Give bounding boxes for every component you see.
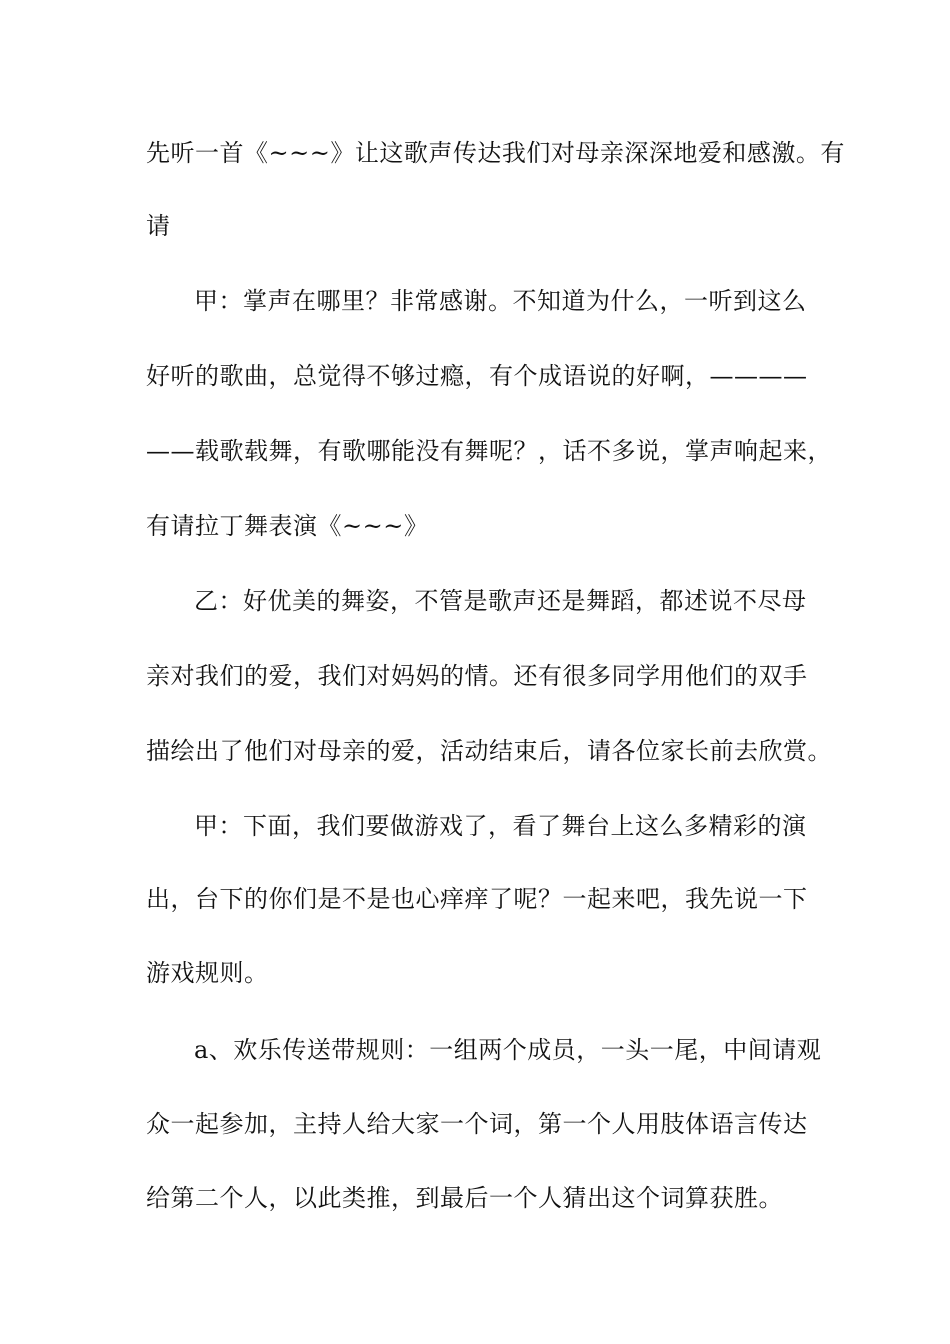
text-line: 先听一首《~~~》让这歌声传达我们对母亲深深地爱和感激。有	[146, 139, 845, 167]
text-line: 请	[146, 212, 171, 240]
text-line: 游戏规则。	[146, 959, 269, 987]
text-line: ——载歌载舞，有歌哪能没有舞呢？，话不多说，掌声响起来，	[146, 437, 832, 465]
text-line: 甲：下面，我们要做游戏了，看了舞台上这么多精彩的演	[194, 812, 807, 840]
text-line: a、欢乐传送带规则：一组两个成员，一头一尾，中间请观	[194, 1036, 822, 1064]
text-line: 给第二个人，以此类推，到最后一个人猜出这个词算获胜。	[146, 1184, 783, 1212]
text-line: 乙：好优美的舞姿，不管是歌声还是舞蹈，都述说不尽母	[194, 587, 807, 615]
text-line: 亲对我们的爱，我们对妈妈的情。还有很多同学用他们的双手	[146, 662, 808, 690]
text-line: 出，台下的你们是不是也心痒痒了呢？一起来吧，我先说一下	[146, 885, 808, 913]
text-line: 有请拉丁舞表演《~~~》	[146, 512, 429, 540]
text-line: 描绘出了他们对母亲的爱，活动结束后，请各位家长前去欣赏。	[146, 737, 832, 765]
text-line: 甲：掌声在哪里？非常感谢。不知道为什么，一听到这么	[194, 287, 807, 315]
text-line: 众一起参加，主持人给大家一个词，第一个人用肢体语言传达	[146, 1110, 808, 1138]
text-line: 好听的歌曲，总觉得不够过瘾，有个成语说的好啊，————	[146, 362, 808, 390]
